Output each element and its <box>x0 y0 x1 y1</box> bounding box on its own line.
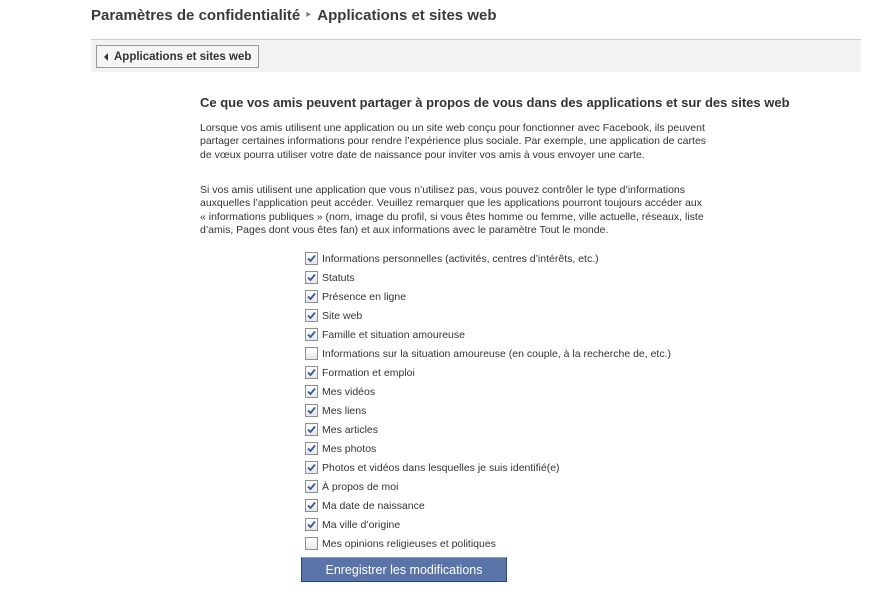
option-item <box>305 420 671 439</box>
breadcrumb-parent-link[interactable]: Paramètres de confidentialité <box>91 6 301 24</box>
option-checkbox[interactable] <box>305 518 318 531</box>
option-item <box>305 496 671 515</box>
option-label[interactable]: Ma ville d’origine <box>322 518 401 531</box>
option-checkbox[interactable] <box>305 271 318 284</box>
checkmark-icon <box>307 406 316 415</box>
option-checkbox[interactable] <box>305 499 318 512</box>
option-label[interactable]: Mes opinions religieuses et politiques <box>322 537 496 550</box>
option-item <box>305 344 671 363</box>
breadcrumb-current: Applications et sites web <box>317 6 497 24</box>
option-item <box>305 363 671 382</box>
option-checkbox[interactable] <box>305 252 318 265</box>
back-button-label: Applications et sites web <box>114 50 252 63</box>
checkmark-icon <box>307 254 316 263</box>
toolbar <box>91 39 861 72</box>
option-item <box>305 439 671 458</box>
checkmark-icon <box>307 425 316 434</box>
checkmark-icon <box>307 501 316 510</box>
option-checkbox[interactable] <box>305 404 318 417</box>
option-label[interactable]: Site web <box>322 309 363 322</box>
checkmark-icon <box>307 482 316 491</box>
option-item <box>305 325 671 344</box>
save-changes-button[interactable] <box>301 557 507 582</box>
option-checkbox[interactable] <box>305 442 318 455</box>
option-item <box>305 287 671 306</box>
checkmark-icon <box>307 387 316 396</box>
intro-paragraph: Lorsque vos amis utilisent une application ou un site web conçu pour fonctionner avec Facebook, ils peuvent partager certaines informations pour rendre l’expérience plus sociale. Par exemple, une application de cartes de vœux pourra utiliser votre date de naissance pour inviter vos amis à vous envoyer une carte. <box>200 122 707 161</box>
checkmark-icon <box>307 273 316 282</box>
back-button[interactable] <box>96 45 259 68</box>
option-label[interactable]: Famille et situation amoureuse <box>322 328 465 341</box>
option-checkbox[interactable] <box>305 328 318 341</box>
option-label[interactable]: Informations personnelles (activités, centres d’intérêts, etc.) <box>322 252 599 265</box>
checkmark-icon <box>307 463 316 472</box>
option-label[interactable]: Informations sur la situation amoureuse (en couple, à la recherche de, etc.) <box>322 347 672 360</box>
back-arrow-icon <box>104 53 108 61</box>
option-item <box>305 477 671 496</box>
save-changes-label: Enregistrer les modifications <box>325 562 483 577</box>
option-checkbox[interactable] <box>305 385 318 398</box>
option-label[interactable]: Statuts <box>322 271 355 284</box>
breadcrumb <box>91 5 497 25</box>
option-label[interactable]: Mes photos <box>322 442 377 455</box>
option-label[interactable]: Mes articles <box>322 423 379 436</box>
option-item <box>305 401 671 420</box>
option-checkbox[interactable] <box>305 537 318 550</box>
option-label[interactable]: Photos et vidéos dans lesquelles je suis identifié(e) <box>322 461 560 474</box>
option-checkbox[interactable] <box>305 347 318 360</box>
option-label[interactable]: Ma date de naissance <box>322 499 425 512</box>
section-title: Ce que vos amis peuvent partager à propos de vous dans des applications et sur des sites web <box>200 95 790 110</box>
access-paragraph: Si vos amis utilisent une application que vous n’utilisez pas, vous pouvez contrôler le type d’informations auxquelles l’application peut accéder. Veuillez remarquer que les applications pourront toujours accéder aux « informations publiques » (nom, image du profil, si vous êtes homme ou femme, ville actuelle, réseaux, liste d’amis, Pages dont vous êtes fan) et aux informations avec le paramètre Tout le monde. <box>200 184 704 236</box>
option-checkbox[interactable] <box>305 423 318 436</box>
option-checkbox[interactable] <box>305 290 318 303</box>
checkmark-icon <box>307 444 316 453</box>
option-item <box>305 249 671 268</box>
option-item <box>305 458 671 477</box>
checkmark-icon <box>307 330 316 339</box>
options-list <box>305 249 671 553</box>
option-item <box>305 534 671 553</box>
option-label[interactable]: Présence en ligne <box>322 290 407 303</box>
option-label[interactable]: Mes vidéos <box>322 385 376 398</box>
option-label[interactable]: Formation et emploi <box>322 366 415 379</box>
checkmark-icon <box>307 368 316 377</box>
breadcrumb-separator-icon: ▸ <box>306 8 312 20</box>
option-checkbox[interactable] <box>305 366 318 379</box>
option-item <box>305 382 671 401</box>
option-checkbox[interactable] <box>305 461 318 474</box>
option-item <box>305 306 671 325</box>
option-label[interactable]: Mes liens <box>322 404 367 417</box>
option-checkbox[interactable] <box>305 309 318 322</box>
checkmark-icon <box>307 311 316 320</box>
option-checkbox[interactable] <box>305 480 318 493</box>
option-item <box>305 515 671 534</box>
option-item <box>305 268 671 287</box>
option-label[interactable]: À propos de moi <box>322 480 399 493</box>
checkmark-icon <box>307 520 316 529</box>
checkmark-icon <box>307 292 316 301</box>
